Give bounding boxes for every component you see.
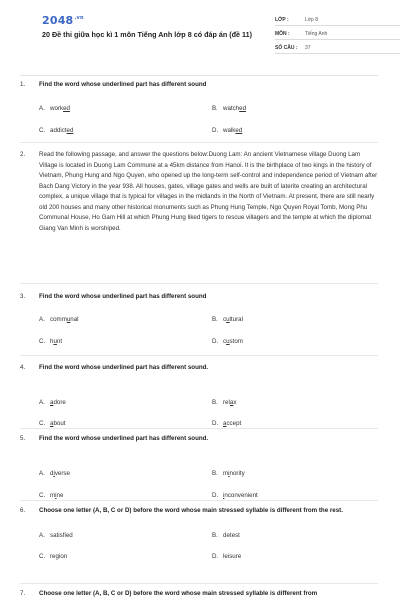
reading-passage: Read the following passage, and answer the questions below:Duong Lam: An ancient Vietnamese village Duong Lam Village is located in Duong Lam Commune at a 45km distance from Hanoi. It is the birthplace of two kings in the history of Vietnam, Phung Hung and Ngo Quyen, who opened up the long-term self-control and independence period of Vietnam after Bach Dang Victory in the year 938. All houses, gates, village gates and wells are built of laterite creating an architectural complex, a unique village that is typical for villages in the midlands in the North of Vietnam. At present, there are still nearly old 200 houses and many other historical monuments such as Phung Hung Temple, Ngo Quyen Royal Tomb, Mong Phu Communal House, Ho Gam Hill at which Phung Hung liked tigers to rescue villagers and the temple at which the diplomat Giang Van Minh is worshiped. bbox=[39, 151, 378, 232]
question-divider bbox=[20, 500, 378, 501]
option-c[interactable]: C. hunt bbox=[39, 337, 63, 345]
question-divider bbox=[20, 283, 378, 284]
question-7 bbox=[20, 589, 378, 600]
meta-row-count: SỐ CÂU : 37 bbox=[275, 42, 400, 54]
question-prompt: Choose one letter (A, B, C or D) before the word whose main stressed syllable is different from bbox=[39, 590, 318, 597]
question-number: 4. bbox=[20, 364, 26, 371]
exam-meta bbox=[275, 14, 400, 56]
question-divider bbox=[20, 428, 378, 429]
question-4 bbox=[20, 363, 378, 427]
header bbox=[22, 0, 378, 60]
question-divider bbox=[20, 355, 378, 356]
option-a[interactable]: A. communal bbox=[39, 315, 79, 323]
question-5 bbox=[20, 434, 378, 499]
option-a[interactable]: A. satisfied bbox=[39, 531, 73, 539]
option-b[interactable]: B. watched bbox=[212, 104, 247, 112]
option-b[interactable]: B. detest bbox=[212, 531, 240, 539]
option-d[interactable]: D. walked bbox=[212, 126, 243, 134]
question-number: 3. bbox=[20, 293, 26, 300]
option-d[interactable]: D. accept bbox=[212, 419, 242, 427]
option-c[interactable]: C. addicted bbox=[39, 126, 74, 134]
option-a[interactable]: A. adore bbox=[39, 398, 66, 406]
question-prompt: Choose one letter (A, B, C or D) before the word whose main stressed syllable is different from the rest. bbox=[39, 507, 343, 514]
option-d[interactable]: D. inconvenient bbox=[212, 491, 258, 499]
question-number: 1. bbox=[20, 81, 26, 88]
question-divider bbox=[20, 142, 378, 143]
option-c[interactable]: C. mine bbox=[39, 491, 64, 499]
question-prompt: Find the word whose underlined part has different sound. bbox=[39, 435, 209, 442]
question-2 bbox=[20, 150, 378, 234]
option-b[interactable]: B. cultural bbox=[212, 315, 243, 323]
question-prompt: Find the word whose underlined part has different sound. bbox=[39, 364, 209, 371]
question-3 bbox=[20, 292, 378, 345]
site-logo[interactable]: $2048^{.vn}$ bbox=[42, 14, 84, 27]
option-a[interactable]: A. worked bbox=[39, 104, 70, 112]
question-prompt: Find the word whose underlined part has different sound bbox=[39, 293, 207, 300]
question-6 bbox=[20, 506, 378, 560]
option-a[interactable]: A. diverse bbox=[39, 469, 70, 477]
question-number: 7. bbox=[20, 590, 26, 597]
header-divider bbox=[20, 75, 378, 76]
question-1 bbox=[20, 80, 378, 134]
document-title: 20 Đề thi giữa học kì 1 môn Tiếng Anh lớp 8 có đáp án (đề 11) bbox=[42, 30, 253, 39]
question-number: 6. bbox=[20, 507, 26, 514]
question-number: 2. bbox=[20, 151, 26, 158]
option-c[interactable]: C. about bbox=[39, 419, 66, 427]
option-b[interactable]: B. minority bbox=[212, 469, 245, 477]
question-prompt: Find the word whose underlined part has different sound bbox=[39, 81, 207, 88]
option-b[interactable]: B. relax bbox=[212, 398, 237, 406]
meta-row-subject: MÔN : Tiếng Anh bbox=[275, 28, 400, 40]
question-number: 5. bbox=[20, 435, 26, 442]
option-d[interactable]: D. custom bbox=[212, 337, 243, 345]
meta-row-class: LỚP : Lớp 8 bbox=[275, 14, 400, 26]
option-d[interactable]: D. leisure bbox=[212, 552, 242, 560]
question-divider bbox=[20, 583, 378, 584]
option-c[interactable]: C. region bbox=[39, 552, 68, 560]
